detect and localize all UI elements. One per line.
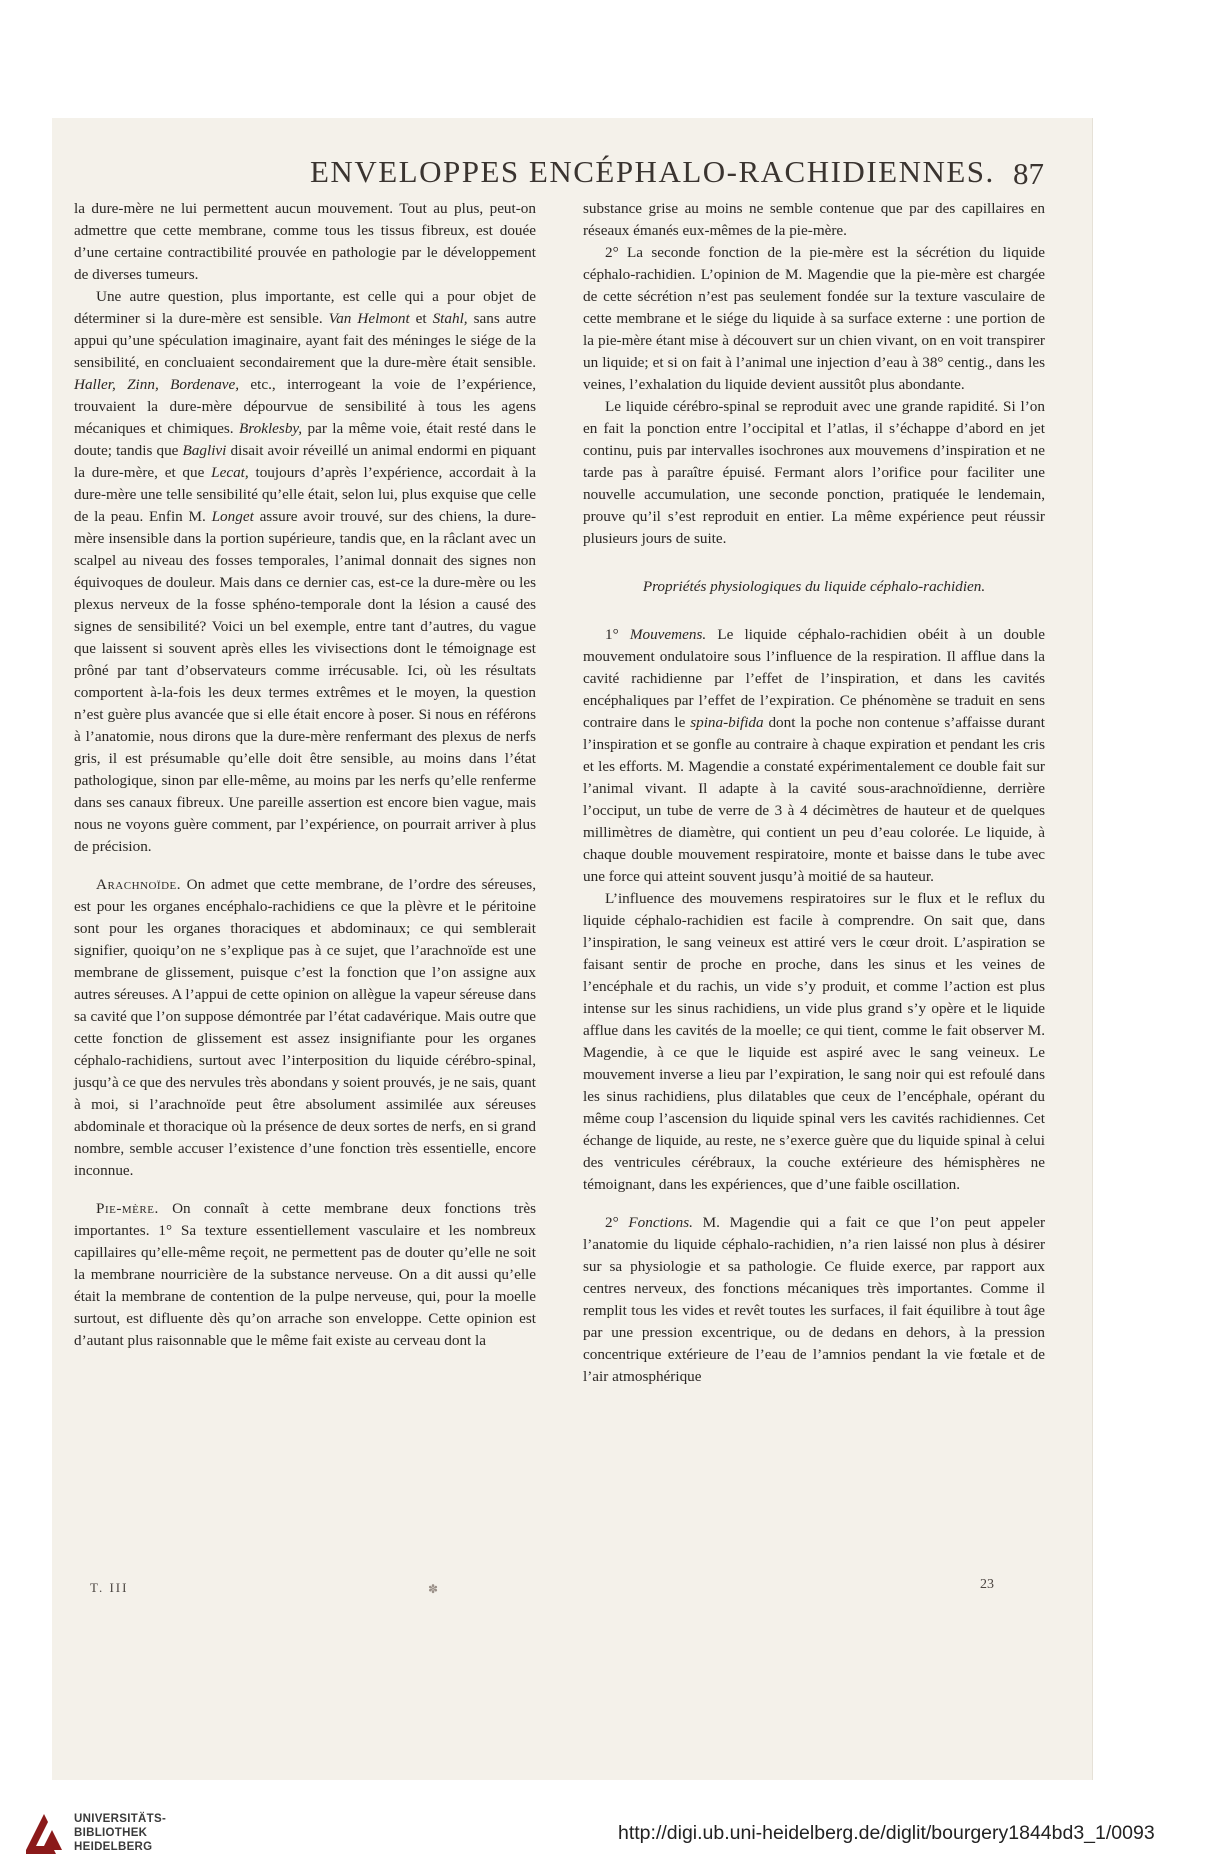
- author-name: Lecat,: [211, 464, 249, 481]
- right-column: [583, 198, 1045, 1388]
- source-url-link[interactable]: http://digi.ub.uni-heidelberg.de/diglit/bourgery1844bd3_1/0093: [618, 1822, 1155, 1844]
- paragraph-secretion: 2° La seconde fonction de la pie-mère est la sécrétion du liquide céphalo-rachidien. L’opinion de M. Magendie que la pie-mère est chargée de cette sécrétion n’est pas seulement fondée sur la texture vasculaire de cette membrane et le siége du liquide à sa surface externe : une portion de la pie-mère étant mise à découvert sur un chien vivant, on en voit transpirer un liquide; et si on fait à l’animal une injection d’eau à 38° centig., dans les veines, l’exhalation du liquide devient aussitôt plus abondante.: [583, 244, 1045, 393]
- left-column: [74, 198, 536, 1352]
- section-head-arachnoide: Arachnoïde.: [96, 876, 182, 893]
- volume-mark: T. III: [90, 1580, 129, 1595]
- ornament-mark: ✽: [428, 1582, 439, 1596]
- author-name: Longet: [211, 508, 254, 525]
- running-title: ENVELOPPES ENCÉPHALO-RACHIDIENNES.: [310, 154, 995, 189]
- paragraph-dure-mere-end: la dure-mère ne lui permettent aucun mouvement. Tout au plus, peut-on admettre que cette membrane, comme tous les tissus fibreux, est douée d’une certaine contractibilité prouvée en pathologie par le développement de diverses tumeurs.: [74, 200, 536, 283]
- paragraph-pie-mere: Pie-mère. On connaît à cette membrane deux fonctions très importantes. 1° Sa texture essentiellement vasculaire et les nombreux capillaires qu’elle-même reçoit, ne permettent pas de douter qu’elle ne soit la membrane nourricière de la substance nerveuse. On a dit aussi qu’elle était la membrane de contention de la pulpe nerveuse, qui, pour la moelle surtout, est difluente dès qu’on arrache son enveloppe. Cette opinion est d’autant plus raisonnable que le même fait existe au cerveau dont la: [74, 1200, 536, 1349]
- section-head-fonctions: Fonctions.: [628, 1214, 693, 1231]
- paragraph-reproduction: Le liquide cérébro-spinal se reproduit avec une grande rapidité. Si l’on en fait la ponction entre l’occipital et l’atlas, il s’échappe d’abord en jet continu, puis par intervalles isochrones aux mouvemens d’inspiration et ne tarde pas à paraître épuisé. Fermant alors l’orifice pour faciliter une nouvelle accumulation, une seconde ponction, pratiquée le lendemain, prouve qu’il s’est reproduit en entier. La même expérience peut réussir plusieurs jours de suite.: [583, 398, 1045, 547]
- page-header: [52, 150, 1052, 194]
- paragraph-fonctions: 2° Fonctions. M. Magendie qui a fait ce que l’on peut appeler l’anatomie du liquide céphalo-rachidien, n’a rien laissé non plus à désirer sur sa physiologie et sa pathologie. Ce fluide exerce, par rapport aux centres nerveux, des fonctions mécaniques très importantes. Comme il remplit tous les vides et revêt toutes les surfaces, il fait équilibre à tout âge par une pression excentrique, ou de dedans en dehors, à la pression concentrique extérieure de l’eau de l’amnios pendant la vie fœtale et de l’air atmosphérique: [583, 1214, 1046, 1385]
- paragraph-sensibility: Une autre question, plus importante, est celle qui a pour objet de déterminer si la dure-mère est sensible. Van Helmont et Stahl, sans autre appui qu’une spéculation imaginaire, ayant fait des méninges le siége de la sensibilité, en concluaient secondairement que la dure-mère était sensible. Haller, Zinn, Bordenave, etc., interrogeant la voie de l’expérience, trouvaient la dure-mère dépourvue de sensibilité à tous les agens mécaniques et chimiques. Broklesby, par la même voie, était resté dans le doute; tandis que Baglivi disait avoir réveillé un animal endormi en piquant la dure-mère, et que Lecat, toujours d’après l’expérience, accordait à la dure-mère une telle sensibilité qu’elle était, selon lui, plus exquise que celle de la peau. Enfin M. Longet assure avoir trouvé, sur des chiens, la dure-mère insensible dans la portion supérieure, tandis que, en la râclant avec un scalpel au niveau des fosses temporales, l’animal donnait des signes non équivoques de douleur. Mais dans ce dernier cas, est-ce la dure-mère ou les plexus nerveux de la fosse sphéno-temporale dont la lésion a causé des signes de sensibilité? Voici un bel exemple, entre tant d’autres, du vague que laissent si souvent après elles les vivisections dont le témoignage est prôné par tant d’observateurs comme irrécusable. Ici, où les résultats comportent à-la-fois les deux termes extrêmes et le moyen, la question n’est guère plus avancée que si elle était encore à poser. Si nous en référons à l’anatomie, nous dirons que la dure-mère renfermant des plexus de nerfs gris, il est présumable qu’elle doit être sensible, au moins dans l’état pathologique, sinon par elle-même, au moins par les nerfs qu’elle renferme dans ses canaux fibreux. Une pareille assertion est encore bien vague, mais nous ne voyons guère comment, par l’expérience, on pourrait arriver à plus de précision.: [74, 288, 537, 855]
- term-spina-bifida: spina-bifida: [690, 714, 764, 731]
- author-name: Broklesby,: [238, 420, 303, 437]
- paragraph-arachnoide: Arachnoïde. On admet que cette membrane, de l’ordre des séreuses, est pour les organes encéphalo-rachidiens ce que la plèvre et le péritoine sont pour les organes thoraciques et abdominaux; ce qui semblerait signifier, quoiqu’on ne s’explique pas à ce sujet, que l’arachnoïde est une membrane de glissement, puisque c’est la fonction que l’on assigne aux autres séreuses. A l’appui de cette opinion on allègue la vapeur séreuse dans sa cavité que l’on suppose démontrée par l’état cadavérique. Mais outre que cette fonction de glissement est assez insignifiante pour les organes céphalo-rachidiens, surtout avec l’interposition du liquide cérébro-spinal, jusqu’à ce que des nervules très abondans y soient prouvés, je ne sais, quant à moi, si l’arachnoïde peut être absolument assimilée aux séreuses abdominale et thoracique où la présence de deux sortes de nerfs, en si grand nombre, semble accuser l’existence d’une fonction très essentielle, encore inconnue.: [74, 876, 536, 1179]
- page-number: 87: [1013, 156, 1044, 191]
- section-subheading: Propriétés physiologiques du liquide céphalo-rachidien.: [642, 578, 986, 595]
- author-name: Van Helmont: [328, 310, 410, 327]
- library-name: UNIVERSITÄTS- BIBLIOTHEK HEIDELBERG: [74, 1813, 167, 1853]
- library-logo-icon: [22, 1810, 66, 1854]
- signature-mark: 23: [980, 1577, 994, 1592]
- author-name: Haller, Zinn, Bordenave,: [74, 376, 240, 393]
- author-name: Baglivi: [182, 442, 227, 459]
- author-name: Stahl,: [432, 310, 468, 327]
- paragraph-substance-grise: substance grise au moins ne semble contenue que par des capillaires en réseaux émanés eux-mêmes de la pie-mère.: [583, 200, 1045, 239]
- section-head-pie-mere: Pie-mère.: [96, 1200, 159, 1217]
- section-head-mouvemens: Mouvemens.: [629, 626, 707, 643]
- paragraph-respiration-influence: L’influence des mouvemens respiratoires sur le flux et le reflux du liquide céphalo-rachidien est facile à comprendre. On sait que, dans l’inspiration, le sang veineux est attiré vers le cœur droit. L’aspiration se faisant sentir de proche en proche, dans les sinus et les veines de l’encéphale et du rachis, un vide s’y produit, et comme l’action est plus intense sur les sinus rachidiens, un vide plus grand s’y opère et le liquide afflue dans les cavités de la moelle; ce qui tient, comme le fait observer M. Magendie, à ce que le liquide est aspiré avec le sang veineux. Le mouvement inverse a lieu par l’expiration, le sang noir qui est refoulé dans les sinus rachidiens, plus dilatables que ceux de l’encéphale, opérant du même coup l’ascension du liquide spinal vers les cavités rachidiennes. Cet échange de liquide, au reste, ne s’exerce guère que du liquide spinal à celui des ventricules cérébraux, la couche extérieure des hémisphères ne témoignant, dans les expériences, que d’une faible oscillation.: [583, 890, 1045, 1193]
- paragraph-mouvemens: 1° Mouvemens. Le liquide céphalo-rachidien obéit à un double mouvement ondulatoire sous l’influence de la respiration. Il afflue dans la cavité rachidienne par l’effet de l’inspiration, et dans les cavités encéphaliques par l’effet de l’expiration. Ce phénomène se traduit en sens contraire dans le spina-bifida dont la poche non contenue s’affaisse durant l’inspiration et se gonfle au contraire à chaque expiration et pendant les cris et les efforts. M. Magendie a constaté expérimentalement ce double fait sur l’animal vivant. Il adapte à la cavité sous-arachnoïdienne, derrière l’occiput, un tube de verre de 3 à 4 décimètres de hauteur et de quelques millimètres de diamètre, qui contient un peu d’eau colorée. Le liquide, à chaque double mouvement respiratoire, monte et baisse dans le tube avec une force qui atteint souvent jusqu’à moitié de sa hauteur.: [583, 626, 1045, 885]
